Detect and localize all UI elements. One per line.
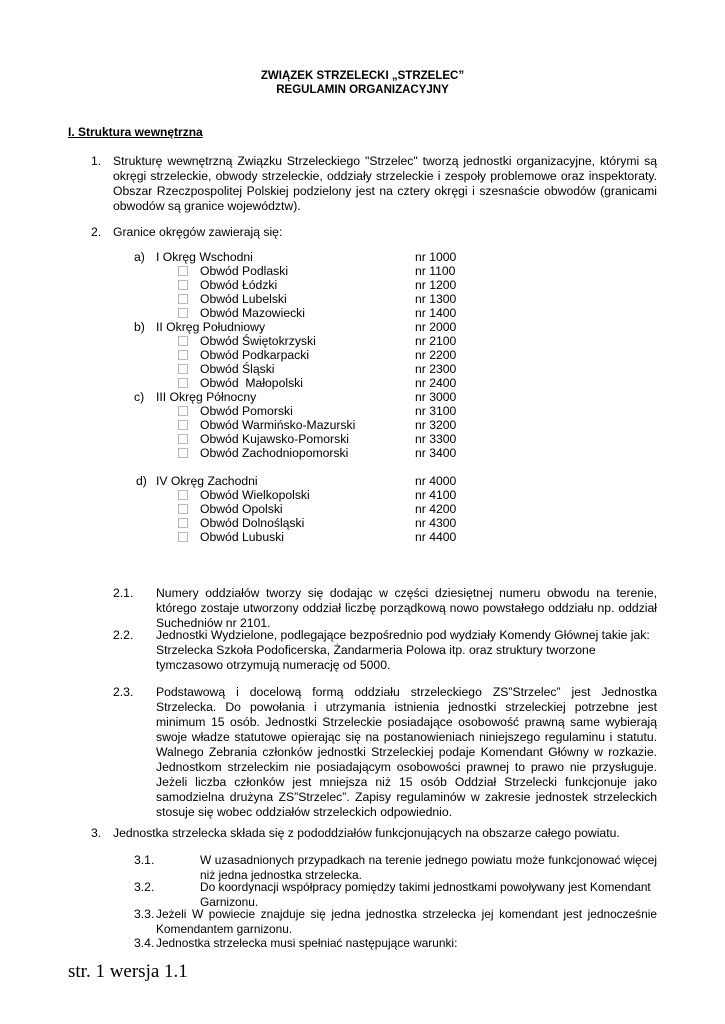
- unit-number: nr 1400: [415, 306, 457, 320]
- unit-name: Obwód Świętokrzyski: [200, 334, 316, 348]
- sub-3-2-number: 3.2.: [134, 880, 155, 894]
- sub-3-3-text: Jeżeli W powiecie znajduje się jedna jednostka strzelecka jej komendant jest jednocześnie Komendantem garnizonu.: [156, 907, 657, 936]
- checkbox-icon: [178, 434, 188, 444]
- unit-name: Obwód Zachodniopomorski: [200, 446, 349, 460]
- sub-3-4-text: Jednostka strzelecka musi spełniać następujące warunki:: [156, 936, 458, 950]
- unit-name: Obwód Śląski: [200, 362, 275, 376]
- unit-number: nr 3100: [415, 404, 457, 418]
- unit-name: Obwód Podkarpacki: [200, 348, 310, 362]
- unit-number: nr 1100: [415, 264, 456, 278]
- sub-2-1-text: Numery oddziałów tworzy się dodając w części dziesiętnej numeru obwodu na terenie, którego zostaje utworzony oddział liczbę porządkową nowo powstałego oddziału np. oddział Suchedniów nr 2101.: [156, 586, 657, 630]
- unit-number: nr 2400: [415, 376, 457, 390]
- page-footer: str. 1 wersja 1.1: [68, 961, 188, 982]
- checkbox-icon: [178, 280, 188, 290]
- sub-2-2-text: Jednostki Wydzielone, podlegające bezpośrednio pod wydziały Komendy Głównej takie jak: Strzelecka Szkoła Podoficerska, Żandarmeria Polowa itp. oraz struktury tworzone tymczasowo otrzymują numerację od 5000.: [156, 628, 650, 672]
- unit-number: nr 2200: [415, 348, 457, 362]
- unit-name: Obwód Małopolski: [200, 376, 303, 390]
- district-number: nr 3000: [415, 390, 457, 404]
- document-title-line2: REGULAMIN ORGANIZACYJNY: [276, 84, 449, 96]
- sub-3-3-number: 3.3.: [134, 907, 155, 921]
- item-3-text: Jednostka strzelecka składa się z pododdziałów funkcjonujących na obszarze całego powiatu.: [113, 826, 620, 840]
- unit-number: nr 2100: [415, 334, 457, 348]
- checkbox-icon: [178, 336, 188, 346]
- district-name: II Okręg Południowy: [156, 320, 266, 334]
- sub-2-3-text: Podstawową i docelową formą oddziału strzeleckiego ZS”Strzelec” jest Jednostka Strzelecka. Do powołania i utrzymania istnienia jednostki strzeleckiej potrzebne jest minimum 15 osób. Jednostki Strzeleckie posiadające osobowość prawną same wybierają swoje władze statutowe opierając się na postanowieniach niniejszego regulaminu i statutu. Walnego Zebrania członków jednostki Strzeleckiej podaje Komendant Główny w rozkazie. Jednostkom strzeleckim nie posiadającym osobowości prawnej to prawo nie przysługuje. Jeżeli liczba członków jest mniejsza niż 15 osób Oddział Strzelecki funkcjonuje jako samodzielna drużyna ZS”Strzelec”. Zapisy regulaminów w zakresie jednostek strzeleckich stosuje się wobec oddziałów strzeleckich odpowiednio.: [156, 685, 657, 819]
- unit-name: Obwód Mazowiecki: [200, 306, 305, 320]
- unit-name: Obwód Opolski: [200, 502, 283, 516]
- item-3-number: 3.: [91, 826, 102, 840]
- district-letter: a): [134, 250, 145, 264]
- unit-name: Obwód Lubuski: [200, 530, 285, 544]
- checkbox-icon: [178, 490, 188, 500]
- checkbox-icon: [178, 308, 188, 318]
- district-number: nr 2000: [415, 320, 457, 334]
- sub-2-1-number: 2.1.: [113, 586, 134, 600]
- checkbox-icon: [178, 266, 188, 276]
- unit-name: Obwód Podlaski: [200, 264, 289, 278]
- district-letter: c): [134, 390, 145, 404]
- item-2-text: Granice okręgów zawierają się:: [113, 225, 283, 239]
- checkbox-icon: [178, 364, 188, 374]
- unit-name: Obwód Wielkopolski: [200, 488, 310, 502]
- unit-name: Obwód Warmińsko-Mazurski: [200, 418, 356, 432]
- checkbox-icon: [178, 504, 188, 514]
- district-letter: b): [134, 320, 145, 334]
- sub-3-4-number: 3.4.: [134, 936, 155, 950]
- item-1-number: 1.: [91, 154, 102, 168]
- district-name: III Okręg Północny: [156, 390, 257, 404]
- unit-number: nr 4300: [415, 516, 457, 530]
- unit-number: nr 4100: [415, 488, 457, 502]
- unit-name: Obwód Łódzki: [200, 278, 278, 292]
- unit-number: nr 3200: [415, 418, 457, 432]
- unit-name: Obwód Lubelski: [200, 292, 287, 306]
- district-name: IV Okręg Zachodni: [156, 474, 258, 488]
- unit-name: Obwód Kujawsko-Pomorski: [200, 432, 350, 446]
- sub-3-1-number: 3.1.: [134, 853, 155, 867]
- checkbox-icon: [178, 350, 188, 360]
- sub-3-2-text: Do koordynacji współpracy pomiędzy takimi jednostkami powoływany jest Komendant Garnizonu.: [200, 880, 651, 909]
- sub-2-3-number: 2.3.: [113, 685, 134, 699]
- district-number: nr 1000: [415, 250, 457, 264]
- checkbox-icon: [178, 406, 188, 416]
- unit-name: Obwód Pomorski: [200, 404, 293, 418]
- unit-number: nr 2300: [415, 362, 457, 376]
- item-2-number: 2.: [91, 225, 102, 239]
- checkbox-icon: [178, 532, 188, 542]
- checkbox-icon: [178, 294, 188, 304]
- document-title-line1: ZWIĄZEK STRZELECKI „STRZELEC”: [260, 70, 465, 82]
- checkbox-icon: [178, 448, 188, 458]
- unit-number: nr 4400: [415, 530, 457, 544]
- district-letter: d): [136, 474, 147, 488]
- unit-number: nr 3400: [415, 446, 457, 460]
- sub-2-2-number: 2.2.: [113, 628, 134, 642]
- district-name: I Okręg Wschodni: [156, 250, 253, 264]
- unit-name: Obwód Dolnośląski: [200, 516, 305, 530]
- unit-number: nr 4200: [415, 502, 457, 516]
- checkbox-icon: [178, 518, 188, 528]
- unit-number: nr 1200: [415, 278, 457, 292]
- section-heading: I. Struktura wewnętrzna: [68, 125, 203, 139]
- sub-3-1-text: W uzasadnionych przypadkach na terenie jednego powiatu może funkcjonować więcej niż jedna jednostka strzelecka.: [200, 853, 657, 882]
- checkbox-icon: [178, 420, 188, 430]
- checkbox-icon: [178, 378, 188, 388]
- unit-number: nr 1300: [415, 292, 457, 306]
- unit-number: nr 3300: [415, 432, 457, 446]
- district-number: nr 4000: [415, 474, 457, 488]
- item-1-text: Strukturę wewnętrzną Związku Strzeleckiego "Strzelec" tworzą jednostki organizacyjne, którymi są okręgi strzeleckie, obwody strzeleckie, oddziały strzeleckie i zespoły problemowe oraz inspektoraty. Obszar Rzeczpospolitej Polskiej podzielony jest na cztery okręgi i szesnaście obwodów (granicami obwodów są granice województw).: [113, 154, 657, 213]
